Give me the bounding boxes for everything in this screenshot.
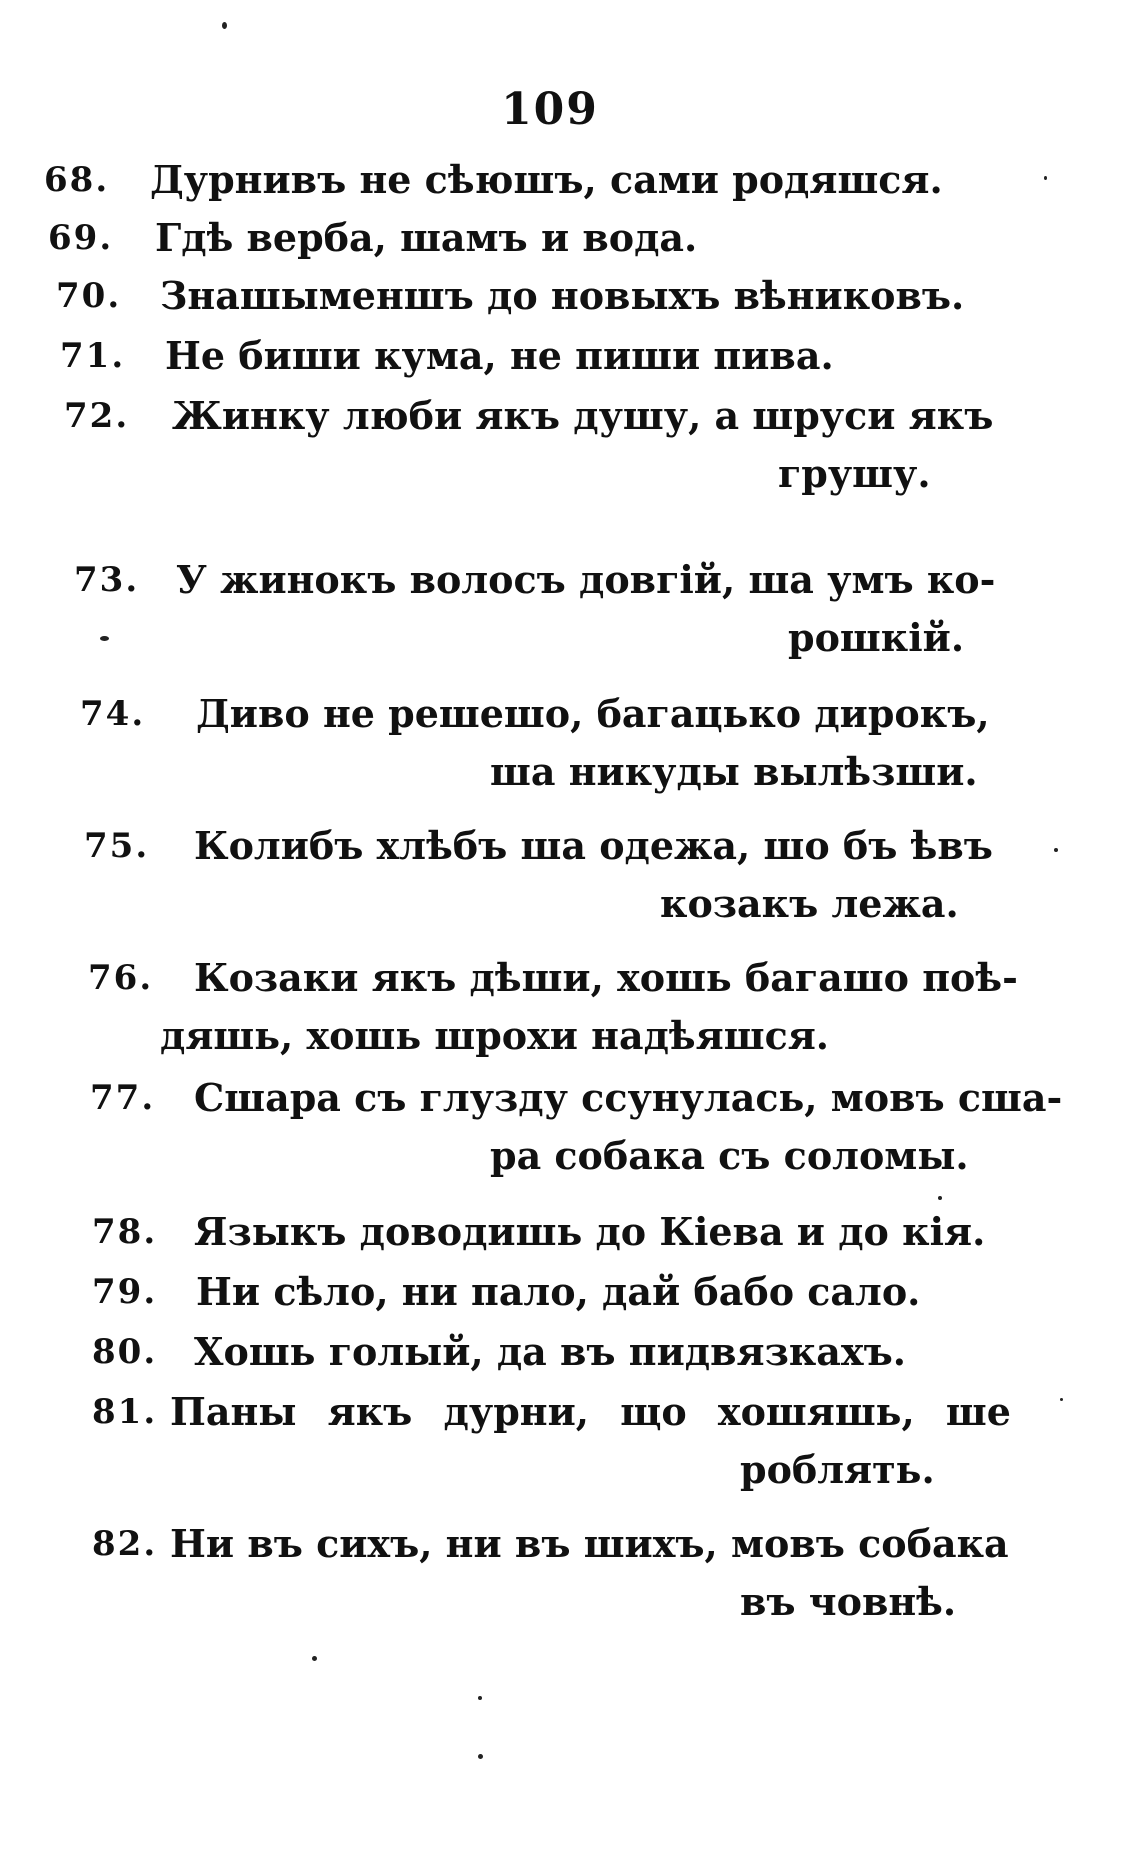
entry-text: У жинокъ волосъ довгій, ша умъ ко-	[176, 557, 996, 602]
entry-text: Знашыменшъ до новыхъ вѣниковъ.	[160, 273, 965, 318]
entry-number: 78.	[92, 1212, 158, 1252]
entry-continuation: грушу.	[778, 451, 931, 496]
entry-number: 79.	[92, 1272, 158, 1312]
entry-continuation: дяшь, хошь шрохи надѣяшся.	[160, 1013, 830, 1058]
scan-speck	[1060, 1398, 1063, 1401]
entry-text: Ни въ сихъ, ни въ шихъ, мовъ собака	[170, 1521, 1009, 1566]
entry-continuation: роблять.	[740, 1447, 935, 1492]
scan-speck	[222, 22, 227, 29]
entry-number: 76.	[88, 958, 154, 998]
entry-number: 82.	[92, 1524, 158, 1564]
entry-number: 81.	[92, 1392, 158, 1432]
scan-speck	[478, 1754, 483, 1759]
entry-text: Козаки якъ дѣши, хошь багашо поѣ-	[194, 955, 1018, 1000]
entry-number: 71.	[60, 336, 126, 376]
scan-speck	[1054, 848, 1058, 852]
scan-speck	[938, 1196, 942, 1200]
entry-number: 77.	[90, 1078, 156, 1118]
entry-text: Хошь голый, да въ пидвязкахъ.	[194, 1329, 906, 1374]
entry-text: Ни сѣло, ни пало, дай бабо сало.	[196, 1269, 921, 1314]
entry-continuation: рошкій.	[788, 615, 965, 660]
entry-text: Диво не решешо, багацько дирокъ,	[196, 691, 990, 736]
scan-speck	[478, 1696, 482, 1700]
entry-text: Гдѣ верба, шамъ и вода.	[155, 215, 698, 260]
entry-number: 80.	[92, 1332, 158, 1372]
entry-continuation: въ човнѣ.	[740, 1579, 957, 1624]
entry-text: Паны якъ дурни, що хошяшь, ше	[170, 1389, 1011, 1434]
entry-continuation: ша никуды вылѣзши.	[490, 749, 978, 794]
entry-text: Языкъ доводишь до Кіева и до кія.	[194, 1209, 986, 1254]
entry-number: 69.	[48, 218, 114, 258]
entry-number: 72.	[64, 396, 130, 436]
entry-continuation: козакъ лежа.	[660, 881, 959, 926]
entry-number: 74.	[80, 694, 146, 734]
entry-text: Колибъ хлѣбъ ша одежа, шо бъ ѣвъ	[194, 823, 993, 868]
entry-number: 75.	[84, 826, 150, 866]
entry-text: Дурнивъ не сѣюшъ, сами родяшся.	[150, 157, 943, 202]
entry-number: 73.	[74, 560, 140, 600]
entry-number: 68.	[44, 160, 110, 200]
scan-speck	[312, 1656, 317, 1661]
entry-continuation: ра собака съ соломы.	[490, 1133, 969, 1178]
entry-text: Жинку люби якъ душу, а шруси якъ	[172, 393, 994, 438]
scan-speck	[1044, 176, 1047, 180]
scan-speck	[100, 636, 109, 641]
entry-text: Сшара съ глузду ссунулась, мовъ сша-	[194, 1075, 1063, 1120]
entry-text: Не биши кума, не пиши пива.	[165, 333, 834, 378]
entry-number: 70.	[56, 276, 122, 316]
page-number: 109	[501, 84, 599, 135]
